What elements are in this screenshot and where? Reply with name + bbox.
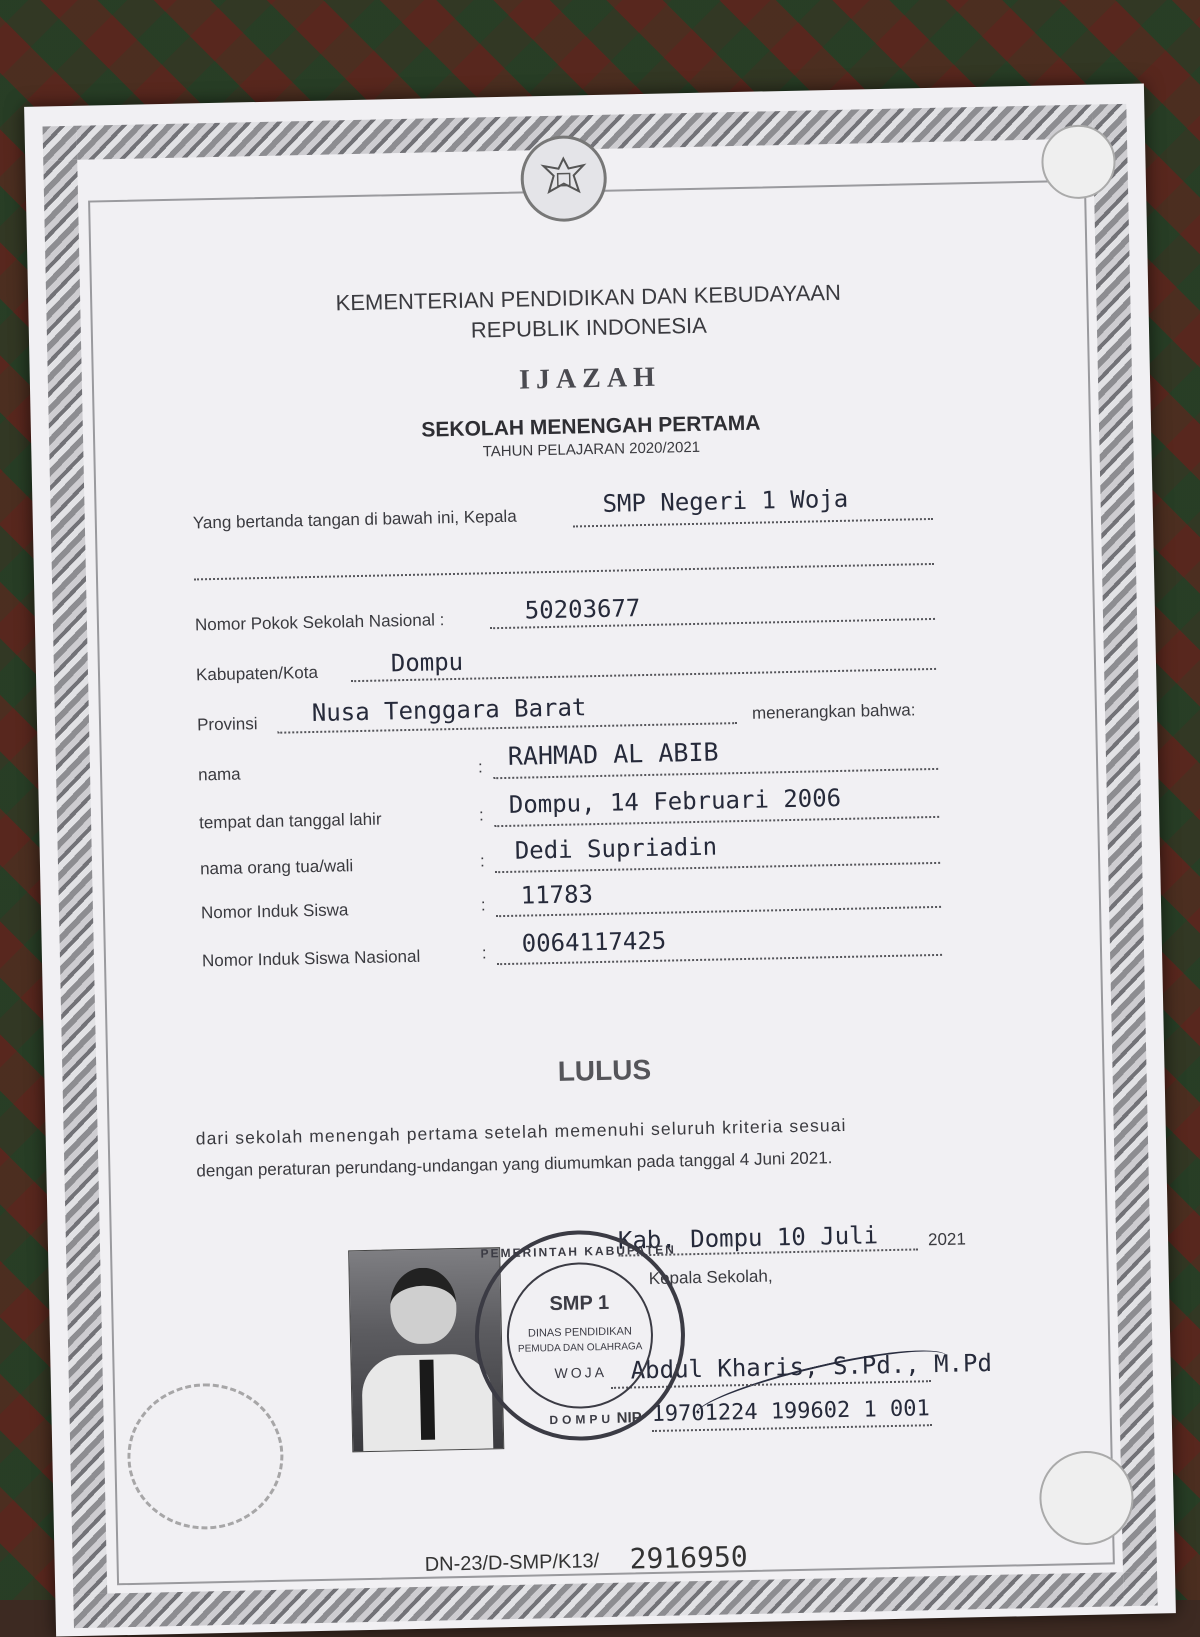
nama-label: nama <box>197 764 241 785</box>
ttl-label: tempat dan tanggal lahir <box>198 809 382 833</box>
school-level: SEKOLAH MENENGAH PERTAMA <box>421 411 761 442</box>
intro-label: Yang bertanda tangan di bawah ini, Kepala <box>192 506 517 533</box>
ministry-line1: KEMENTERIAN PENDIDIKAN DAN KEBUDAYAAN <box>335 279 842 316</box>
nip-label: NIP <box>616 1409 642 1427</box>
school-name-value: SMP Negeri 1 Woja <box>602 484 849 518</box>
stamp-dept-line1: DINAS PENDIDIKAN <box>527 1325 632 1340</box>
provinsi-label: Provinsi <box>196 714 258 735</box>
document-title: IJAZAH <box>518 361 662 396</box>
colon: : <box>478 805 484 825</box>
ortu-value: Dedi Supriadin <box>514 832 718 865</box>
colon: : <box>480 895 486 915</box>
stamp-school: SMP 1 <box>549 1291 610 1316</box>
kabupaten-value: Dompu <box>390 647 464 678</box>
signature-year: 2021 <box>927 1229 967 1250</box>
certificate-paper <box>24 83 1176 1636</box>
serial-number: 2916950 <box>629 1540 748 1576</box>
nip-value: 19701224 199602 1 001 <box>651 1396 930 1428</box>
statement-line2: dengan peraturan perundang-undangan yang diumumkan pada tanggal 4 Juni 2021. <box>196 1148 833 1181</box>
stamp-dept-line2: PEMUDA DAN OLAHRAGA <box>517 1341 643 1355</box>
stamp-top-text: PEMERINTAH KABUPATEN <box>480 1242 676 1261</box>
kabupaten-label: Kabupaten/Kota <box>195 662 319 685</box>
statement-line1: dari sekolah menengah pertama setelah memenuhi seluruh kriteria sesuai <box>195 1114 847 1149</box>
nis-label: Nomor Induk Siswa <box>200 900 349 923</box>
nis-value: 11783 <box>520 880 594 910</box>
npsn-label: Nomor Pokok Sekolah Nasional : <box>194 610 445 635</box>
provinsi-value: Nusa Tenggara Barat <box>311 693 587 727</box>
colon: : <box>477 757 483 777</box>
ttl-value: Dompu, 14 Februari 2006 <box>508 783 842 819</box>
colon: : <box>479 851 485 871</box>
status-lulus: LULUS <box>557 1053 652 1087</box>
serial-prefix: DN-23/D-SMP/K13/ <box>424 1550 600 1576</box>
signer-name: Abdul Kharis, S.Pd., M.Pd <box>630 1348 993 1385</box>
npsn-value: 50203677 <box>524 594 641 625</box>
stamp-bottom-text: DOMPU <box>549 1411 615 1428</box>
ministry-line2: REPUBLIK INDONESIA <box>470 312 708 343</box>
nisn-value: 0064117425 <box>521 926 667 958</box>
ortu-label: nama orang tua/wali <box>199 856 354 879</box>
signature-role: Kepala Sekolah, <box>648 1266 773 1289</box>
nama-value: RAHMAD AL ABIB <box>507 737 719 771</box>
colon: : <box>481 943 487 963</box>
academic-year: TAHUN PELAJARAN 2020/2021 <box>482 438 701 461</box>
place-date-value: Kab. Dompu 10 Juli <box>617 1221 879 1255</box>
nisn-label: Nomor Induk Siswa Nasional <box>201 946 421 971</box>
menerangkan-label: menerangkan bahwa: <box>751 700 916 723</box>
stamp-city: WOJA <box>554 1363 608 1382</box>
